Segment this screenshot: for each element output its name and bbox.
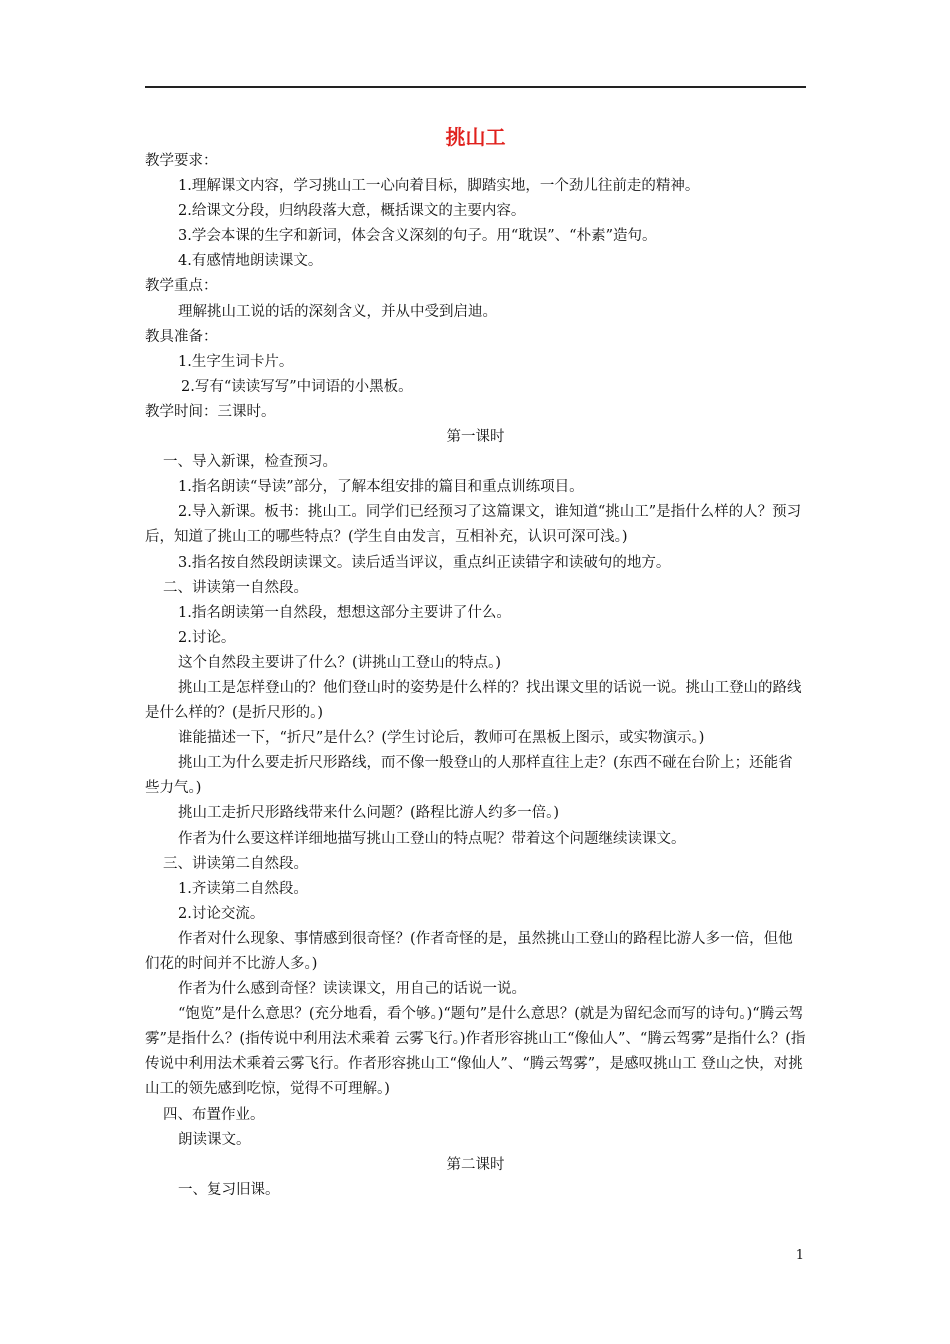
paragraph: 教学要求： bbox=[145, 153, 218, 169]
paragraph: 挑山工为什么要走折尺形路线，而不像一般登山的人那样直往上走？(东西不碰在台阶上；还能省些力气。) bbox=[145, 755, 793, 797]
paragraph: 2.讨论。 bbox=[178, 629, 236, 646]
paragraph: 1.生字生词卡片。 bbox=[178, 353, 294, 370]
header-rule bbox=[145, 86, 806, 88]
section-heading: 第二课时 bbox=[446, 1156, 505, 1173]
page-number: 1 bbox=[795, 1248, 804, 1263]
document-title: 挑山工 bbox=[445, 125, 506, 149]
paragraph: 朗读课文。 bbox=[178, 1131, 251, 1148]
paragraph: 1.指名朗读“导读”部分，了解本组安排的篇目和重点训练项目。 bbox=[178, 479, 584, 496]
paragraph: 这个自然段主要讲了什么？(讲挑山工登山的特点。) bbox=[178, 654, 502, 671]
paragraph: 2.写有“读读写写”中词语的小黑板。 bbox=[181, 378, 413, 395]
paragraph: 一、复习旧课。 bbox=[178, 1181, 280, 1198]
paragraph: 挑山工是怎样登山的？他们登山时的姿势是什么样的？找出课文里的话说一说。挑山工登山的路线是什么样的？(是折尺形的。) bbox=[145, 679, 802, 722]
paragraph: 1.指名朗读第一自然段，想想这部分主要讲了什么。 bbox=[178, 604, 511, 621]
paragraph: 二、讲读第一自然段。 bbox=[163, 579, 308, 596]
paragraph: 作者对什么现象、事情感到很奇怪？(作者奇怪的是，虽然挑山工登山的路程比游人多一倍，但他们花的时间并不比游人多。) bbox=[145, 930, 793, 972]
paragraph: 谁能描述一下，“折尺”是什么？(学生讨论后，教师可在黑板上图示，或实物演示。) bbox=[178, 730, 705, 747]
paragraph: 1.理解课文内容，学习挑山工一心向着目标，脚踏实地，一个劲儿往前走的精神。 bbox=[178, 178, 700, 195]
section-heading: 第一课时 bbox=[446, 429, 505, 446]
paragraph: 2.导入新课。板书：挑山工。同学们已经预习了这篇课文，谁知道“挑山工”是指什么样的人？预习后，知道了挑山工的哪些特点？(学生自由发言，互相补充，认识可深可浅。) bbox=[145, 504, 802, 546]
paragraph: 教学时间：三课时。 bbox=[145, 403, 276, 420]
paragraph: 作者为什么感到奇怪？读读课文，用自己的话说一说。 bbox=[178, 981, 526, 998]
paragraph: 1.齐读第二自然段。 bbox=[178, 880, 308, 897]
paragraph: 四、布置作业。 bbox=[163, 1106, 265, 1123]
paragraph: 教学重点： bbox=[145, 278, 218, 295]
paragraph: 2.讨论交流。 bbox=[178, 905, 265, 922]
document-body bbox=[145, 149, 806, 1203]
paragraph: 教具准备： bbox=[145, 328, 218, 345]
paragraph: 3.指名按自然段朗读课文。读后适当评议，重点纠正读错字和读破句的地方。 bbox=[178, 554, 671, 571]
paragraph: 作者为什么要这样详细地描写挑山工登山的特点呢？带着这个问题继续读课文。 bbox=[178, 830, 686, 847]
paragraph: 理解挑山工说的话的深刻含义，并从中受到启迪。 bbox=[178, 303, 497, 320]
paragraph: 挑山工走折尺形路线带来什么问题？(路程比游人约多一倍。) bbox=[178, 805, 560, 822]
paragraph: 4.有感情地朗读课文。 bbox=[178, 253, 323, 270]
paragraph: “饱览”是什么意思？(充分地看，看个够。)“题句”是什么意思？(就是为留纪念而写的诗句。)“腾云驾雾”是指什么？(指传说中利用法术乘着 云雾飞行。)作者形容挑山工“像仙人”、“腾云驾雾”是指什么？(指传说中利用法术乘着云雾飞行。作者形容挑山工“像仙人”、“腾云驾雾”，是感叹挑山工 登山之快，对挑山工的领先感到吃惊，觉得不可理解。) bbox=[145, 1006, 806, 1098]
paragraph: 3.学会本课的生字和新词，体会含义深刻的句子。用“耽误”、“朴素”造句。 bbox=[178, 228, 657, 245]
paragraph: 一、导入新课，检查预习。 bbox=[163, 454, 337, 471]
paragraph: 2.给课文分段，归纳段落大意，概括课文的主要内容。 bbox=[178, 203, 526, 220]
paragraph: 三、讲读第二自然段。 bbox=[163, 855, 308, 872]
